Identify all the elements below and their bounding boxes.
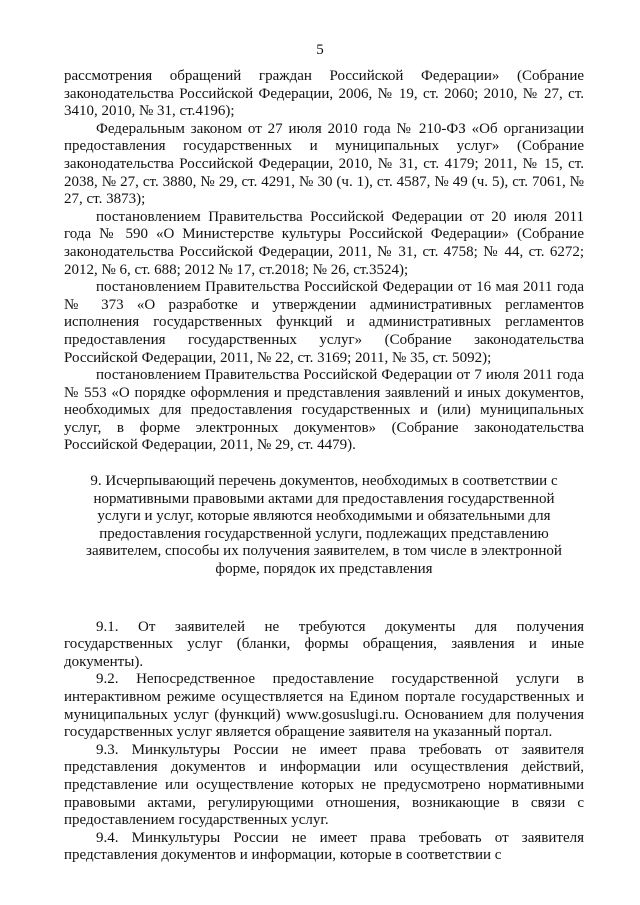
- paragraph-9-3: 9.3. Минкультуры России не имеет права требовать от заявителя представления документов и информации или осуществления действий, представление или осуществление которых не предусмотрено нормативными правовыми актами, регулирующими отношения, возникающие в связи с предоставлением государственных услуг.: [64, 741, 584, 829]
- section-heading-9: 9. Исчерпывающий перечень документов, необходимых в соответствии с нормативными правовыми актами для предоставления государственной услуги и услуг, которые являются необходимыми и обязательными для предоставления государственной услуги, подлежащих представлению заявителем, способы их получения заявителем, в том числе в электронной форме, порядок их представления: [86, 473, 562, 578]
- paragraph-resolution-553: постановлением Правительства Российской Федерации от 7 июля 2011 года № 553 «О порядке оформления и представления заявлений и иных документов, необходимых для предоставления государственных и (или) муниципальных услуг, в форме электронных документов» (Собрание законодательства Российской Федерации, 2011, № 29, ст. 4479).: [64, 367, 584, 454]
- paragraph-9-4: 9.4. Минкультуры России не имеет права требовать от заявителя представления документов и информации, которые в соответствии с: [64, 829, 584, 864]
- paragraph-resolution-590: постановлением Правительства Российской Федерации от 20 июля 2011 года № 590 «О Министерстве культуры Российской Федерации» (Собрание законодательства Российской Федерации, 2011, № 31, ст. 4758; № 44, ст. 6272; 2012, № 6, ст. 688; 2012 № 17, ст.2018; № 26, ст.3524);: [64, 208, 584, 278]
- document-body: [64, 68, 584, 865]
- paragraph-resolution-373: постановлением Правительства Российской Федерации от 16 мая 2011 года № 373 «О разработке и утверждении административных регламентов исполнения государственных функций и административных регламентов предоставления государственных услуг» (Собрание законодательства Российской Федерации, 2011, № 22, ст. 3169; 2011, № 35, ст. 5092);: [64, 279, 584, 366]
- page-number: 5: [316, 42, 324, 58]
- paragraph-continuation: рассмотрения обращений граждан Российской Федерации» (Собрание законодательства Российской Федерации, 2006, № 19, ст. 2060; 2010, № 27, ст. 3410, 2010, № 31, ст.4196);: [64, 68, 584, 120]
- paragraph-federal-law-210: Федеральным законом от 27 июля 2010 года № 210-ФЗ «Об организации предоставления государственных и муниципальных услуг» (Собрание законодательства Российской Федерации, 2010, № 31, ст. 4179; 2011, № 15, ст. 2038, № 27, ст. 3880, № 29, ст. 4291, № 30 (ч. 1), ст. 4587, № 49 (ч. 5), ст. 7061, № 27, ст. 3873);: [64, 120, 584, 208]
- paragraph-9-2: 9.2. Непосредственное предоставление государственной услуги в интерактивном режиме осуществляется на Едином портале государственных и муниципальных услуг (функций) www.gosuslugi.ru. Основанием для получения государственных услуг является обращение заявителя на указанный портал.: [64, 671, 584, 741]
- paragraph-9-1: 9.1. От заявителей не требуются документы для получения государственных услуг (бланки, формы обращения, заявления и иные документы).: [64, 618, 584, 670]
